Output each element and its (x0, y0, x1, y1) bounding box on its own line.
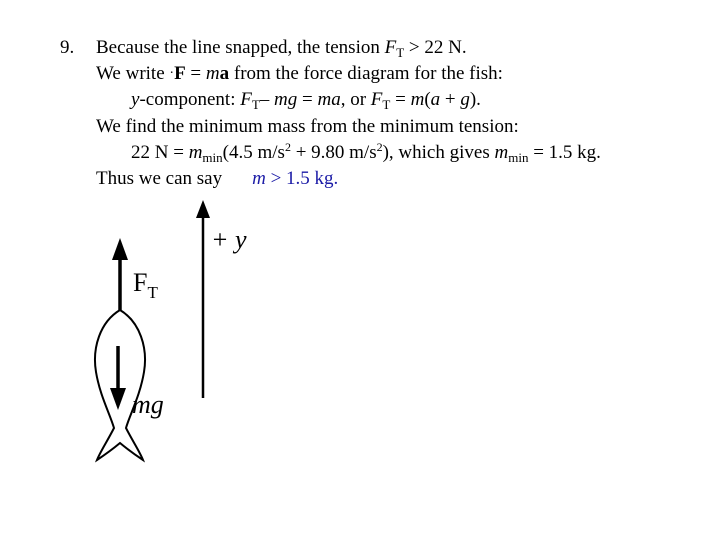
tension-label-F: F (133, 268, 148, 297)
text: = (185, 63, 206, 84)
text: We write (96, 63, 170, 84)
min-subscript: min (508, 150, 529, 165)
mass-symbol: m (205, 63, 220, 84)
tension-symbol: F (384, 37, 397, 58)
weight-arrow (110, 346, 126, 410)
mass-symbol: m (494, 142, 509, 163)
dot-symbol: · (169, 66, 175, 81)
tension-label (133, 268, 158, 302)
text: ( (424, 89, 431, 110)
text: = (297, 89, 318, 110)
text: 22 N = (131, 142, 189, 163)
text: ), which gives (382, 142, 495, 163)
text: from the force diagram for the fish: (229, 63, 503, 84)
exponent: 2 (284, 140, 291, 154)
tension-subscript: T (396, 45, 405, 60)
gravity-symbol: g (460, 89, 470, 110)
tension-symbol: F (370, 89, 383, 110)
fish-body (95, 310, 145, 460)
weight-label: mg (132, 390, 164, 419)
tension-label-T: T (147, 283, 158, 302)
text: + (440, 89, 461, 110)
text: Because the line snapped, the tension (96, 37, 385, 58)
weight-symbol: mg (274, 89, 298, 110)
acceleration-vector-symbol: a (219, 63, 230, 84)
text: = (390, 89, 411, 110)
text: > 1.5 kg. (265, 168, 339, 189)
tension-symbol: F (240, 89, 252, 110)
text: = 1.5 kg. (528, 142, 601, 163)
acceleration-symbol: a (430, 89, 441, 110)
y-axis-arrow (196, 200, 210, 398)
text: (4.5 m/s (222, 142, 285, 163)
tension-subscript: T (251, 97, 260, 112)
min-subscript: min (202, 150, 223, 165)
exponent: 2 (376, 140, 383, 154)
text: , or (340, 89, 371, 110)
y-symbol: y (131, 89, 140, 110)
text: – (259, 89, 275, 110)
y-axis-label: + y (211, 225, 247, 254)
statement-line-4: We find the minimum mass from the minimum tension: (96, 116, 519, 137)
mass-symbol: m (188, 142, 203, 163)
text: Thus we can say (96, 168, 223, 189)
mass-symbol: m (410, 89, 425, 110)
text: + 9.80 m/s (290, 142, 377, 163)
text: > 22 N. (404, 37, 467, 58)
mass-symbol: m (252, 168, 266, 189)
tension-subscript: T (382, 97, 391, 112)
ma-symbol: ma (317, 89, 341, 110)
force-vector-symbol: F (174, 63, 186, 84)
text: ). (469, 89, 481, 110)
problem-number: 9. (60, 37, 75, 58)
tension-arrow (112, 238, 128, 310)
text: -component: (139, 89, 241, 110)
